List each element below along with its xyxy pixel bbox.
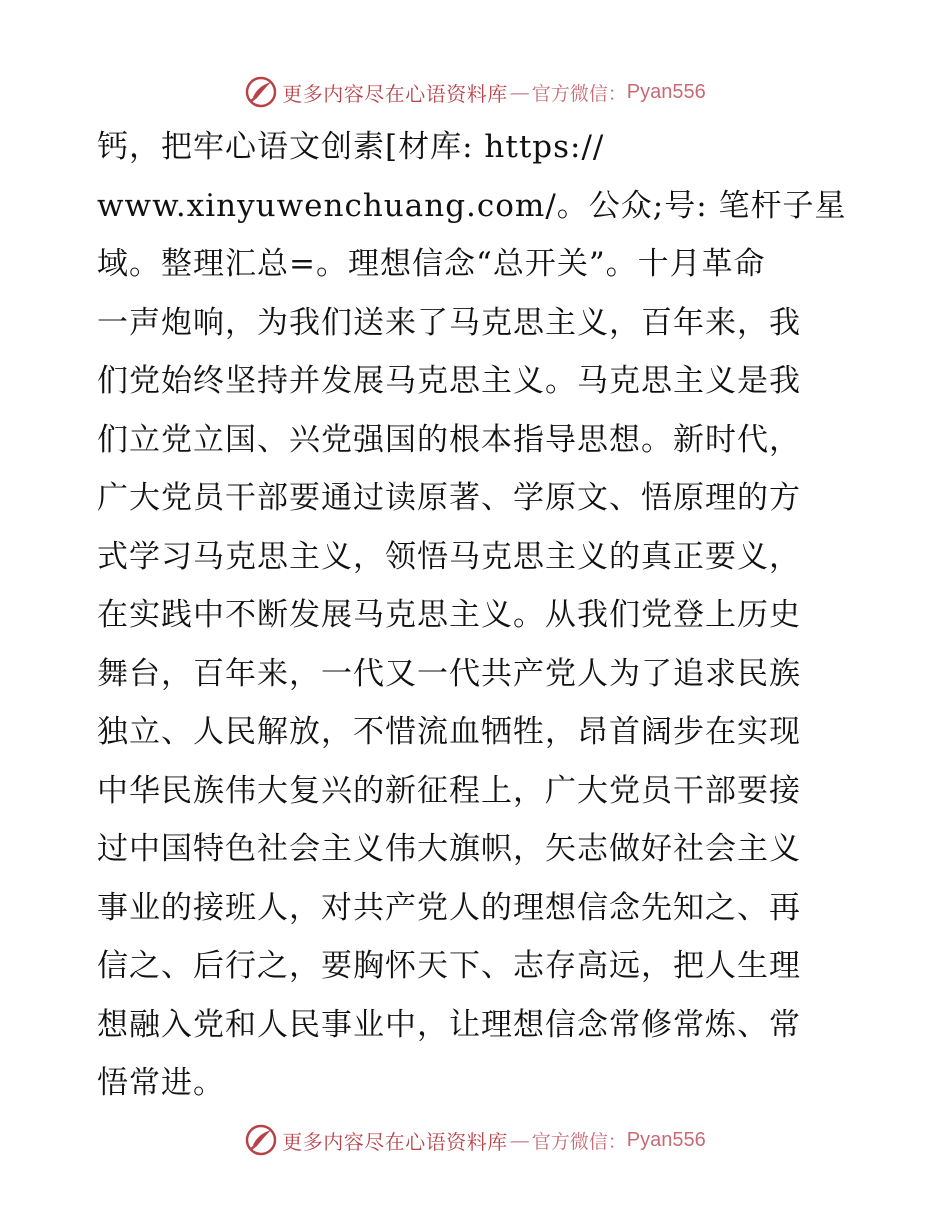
body-line: 悟常进。 bbox=[97, 1065, 225, 1101]
body-line: www.xinyuwenchuang.com/。公众;号: 笔杆子星 bbox=[97, 187, 847, 224]
body-line: 一声炮响，为我们送来了马克思主义，百年来，我 bbox=[97, 304, 801, 341]
footer-banner-text: 更多内容尽在心语资料库 bbox=[282, 1129, 508, 1154]
body-line: 想融入党和人民事业中，让理想信念常修常炼、常 bbox=[97, 1006, 801, 1043]
body-line: 信之、后行之，要胸怀天下、志存高远，把人生理 bbox=[97, 948, 801, 984]
footer-banner bbox=[0, 1120, 950, 1160]
document-body bbox=[97, 118, 857, 1113]
header-wechat-label: 官方微信： bbox=[531, 82, 627, 105]
footer-wechat-label: 官方微信： bbox=[531, 1130, 627, 1153]
body-line: 式学习马克思主义，领悟马克思主义的真正要义， bbox=[97, 538, 801, 575]
body-line: 广大党员干部要通过读原著、学原文、悟原理的方 bbox=[97, 480, 801, 516]
body-line: 域。整理汇总=。理想信念“总开关”。十月革命 bbox=[97, 246, 766, 282]
body-line: 在实践中不断发展马克思主义。从我们党登上历史 bbox=[97, 597, 801, 633]
body-line: 中华民族伟大复兴的新征程上，广大党员干部要接 bbox=[97, 772, 801, 809]
header-banner-dash: — bbox=[509, 80, 530, 104]
body-line: 事业的接班人，对共产党人的理想信念先知之、再 bbox=[97, 889, 801, 926]
footer-banner-dash: — bbox=[509, 1128, 530, 1152]
header-wechat-id: Pyan556 bbox=[626, 80, 706, 103]
header-banner-text: 更多内容尽在心语资料库 bbox=[282, 81, 508, 106]
body-line: 们党始终坚持并发展马克思主义。马克思主义是我 bbox=[97, 363, 801, 399]
footer-wechat-id: Pyan556 bbox=[626, 1128, 706, 1151]
body-line: 独立、人民解放，不惜流血牺牲，昂首阔步在实现 bbox=[97, 714, 801, 750]
body-line: 过中国特色社会主义伟大旗帜，矢志做好社会主义 bbox=[97, 831, 801, 867]
body-line: 舞台，百年来，一代又一代共产党人为了追求民族 bbox=[97, 655, 801, 692]
body-line: 们立党立国、兴党强国的根本指导思想。新时代， bbox=[97, 421, 801, 458]
header-banner bbox=[0, 72, 950, 112]
body-line: 钙，把牢心语文创素[材库: https:// bbox=[97, 129, 605, 165]
brush-pen-logo-icon bbox=[244, 1123, 278, 1157]
brush-pen-logo-icon bbox=[244, 75, 278, 109]
